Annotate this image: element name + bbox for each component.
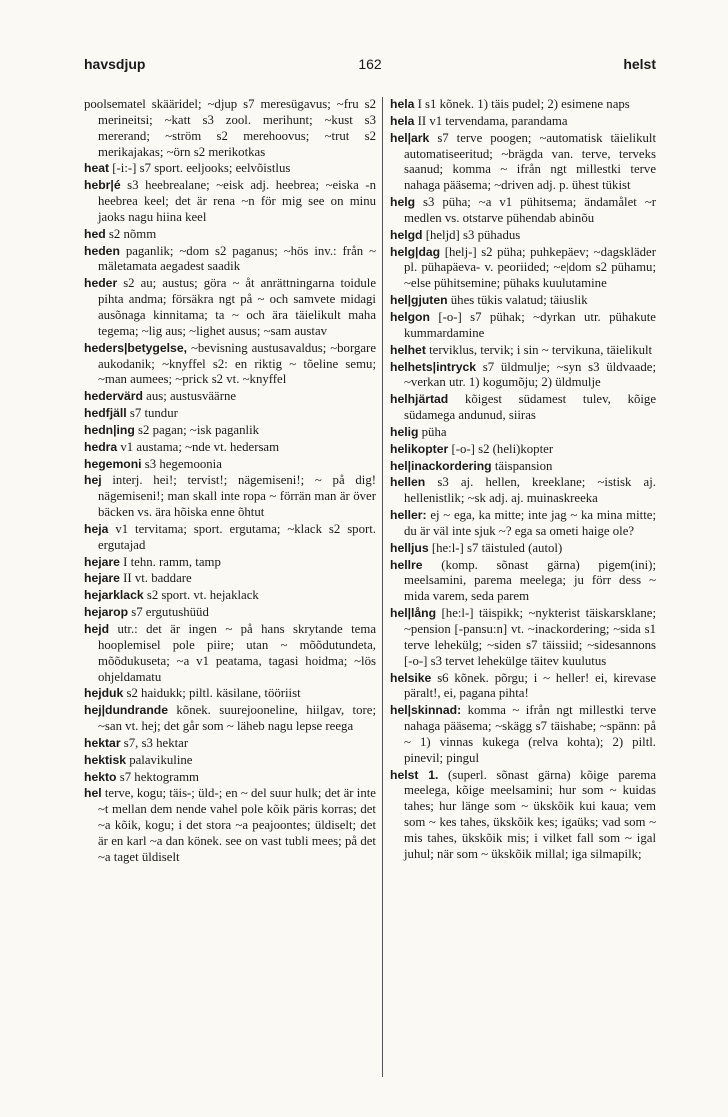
dictionary-entry	[390, 360, 656, 392]
headword: hejare	[84, 554, 120, 569]
dictionary-entry	[84, 244, 376, 276]
entry-definition: interj. hei!; tervist!; nägemiseni!; ~ på dig! nägemiseni!; man skall inte ropa ~ förrän man är över bäcken vs. ära hõiska enne õhtut	[98, 473, 376, 520]
headword: hej	[84, 473, 102, 488]
headword: hela	[390, 113, 415, 128]
entry-definition: v1 austama; ~nde vt. hedersam	[120, 439, 280, 454]
left-column	[84, 97, 376, 1097]
dictionary-entry	[84, 178, 376, 226]
dictionary-entry	[390, 703, 656, 766]
headword: hel|ark	[390, 130, 430, 145]
dictionary-entry	[84, 276, 376, 339]
dictionary-entry	[84, 97, 376, 160]
headword: hellre	[390, 557, 423, 572]
entry-definition: kõigest südamest tulev, kõige südamega andunud, siiras	[404, 392, 656, 423]
headword: helig	[390, 424, 419, 439]
headword: heder	[84, 276, 118, 291]
headword: helg|dag	[390, 244, 441, 259]
dictionary-entry	[84, 406, 376, 422]
dictionary-entry	[84, 473, 376, 521]
entry-definition: [-i:-] s7 sport. eeljooks; eelvõistlus	[112, 161, 291, 176]
entry-definition: [heljd] s3 pühadus	[425, 227, 521, 242]
dictionary-entry	[390, 606, 656, 669]
headword: helst 1.	[390, 767, 439, 782]
entry-definition: v1 tervitama; sport. ergutama; ~klack s2 sport. ergutajad	[98, 521, 376, 552]
dictionary-entry	[84, 686, 376, 702]
entry-definition: utr.: det är ingen ~ på hans skrytande tema hooplemisel pole piire; utan ~ mõõdutundeta, mõõdukuseta; ~a v1 peatama, tagasi hoidma; ~lös ohjeldamatu	[98, 622, 376, 684]
headword: hej|dundrande	[84, 703, 168, 718]
entry-definition: palavikuline	[129, 752, 193, 767]
dictionary-entry	[84, 389, 376, 405]
entry-definition: I tehn. ramm, tamp	[123, 554, 221, 569]
headword: hel|gjuten	[390, 293, 448, 308]
dictionary-entry	[84, 786, 376, 865]
headword: heat	[84, 161, 110, 176]
headword: hegemoni	[84, 456, 142, 471]
headword: hektisk	[84, 752, 127, 767]
headword: hejarklack	[84, 588, 144, 603]
headword: helljus	[390, 540, 429, 555]
page-header	[84, 56, 656, 78]
dictionary-entry	[84, 341, 376, 389]
headword: hel|skinnad:	[390, 703, 462, 718]
dictionary-entry	[390, 293, 656, 309]
entry-definition: (superl. sõnast gärna) kõige parema meelega, kõige meelsamini; hur som ~ kuidas tahes; hur länge som ~ ükskõik kui kaua; vem som ~ kes tahes, ükskõik kes; igaüks; vad som ~ mis tahes, ükskõik mis; i vilket fall som ~ igal juhul; när som ~ ükskõik millal; iga silmapilk;	[404, 767, 656, 861]
dictionary-entry	[390, 343, 656, 359]
dictionary-entry	[390, 392, 656, 424]
dictionary-entry	[84, 753, 376, 769]
headword: helgon	[390, 309, 430, 324]
dictionary-entry	[84, 161, 376, 177]
headword: helhets|intryck	[390, 359, 477, 374]
entry-definition: s2 pagan; ~isk paganlik	[138, 422, 260, 437]
left-guide-word: havsdjup	[84, 56, 146, 72]
entry-definition: I s1 kõnek. 1) täis pudel; 2) esimene naps	[417, 97, 630, 111]
right-column	[390, 97, 656, 1097]
column-divider	[382, 97, 383, 1077]
dictionary-entry	[390, 310, 656, 342]
dictionary-entry	[84, 571, 376, 587]
entry-definition: [he:l-] täispikk; ~nykterist täiskarsklane; ~pension [-pansu:n] vt. ~inackordering; ~sida s1 terve lehekülg; ~siden s7 täissiid; ~sidesannons [-o-] s3 tervet lehekülge täitev kuulutus	[404, 606, 656, 668]
headword: hedfjäll	[84, 406, 127, 421]
entry-definition: [he:l-] s7 täistuled (autol)	[431, 540, 563, 555]
entry-definition: ~bevisning austusavaldus; ~borgare aukodanik; ~knyffel s2: en riktig ~ tõeline semu; ~man aumees; ~prick s2 vt. ~knyffel	[98, 340, 376, 387]
headword: helsike	[390, 670, 432, 685]
dictionary-entry	[390, 558, 656, 606]
dictionary-entry	[390, 131, 656, 194]
headword: hedervärd	[84, 389, 143, 404]
dictionary-entry	[84, 703, 376, 735]
entry-definition: ej ~ ega, ka mitte; inte jag ~ ka mina mitte; du är väl inte sjuk ~? ega sa ometi haige ole?	[404, 508, 656, 538]
entry-definition: s6 kõnek. põrgu; i ~ heller! ei, kirevase päralt!, ei, pagana pihta!	[404, 670, 656, 701]
headword: helikopter	[390, 441, 449, 456]
entry-definition: terviklus, tervik; i sin ~ tervikuna, täielikult	[429, 342, 653, 357]
headword: helgd	[390, 227, 423, 242]
headword: hed	[84, 226, 106, 241]
dictionary-entry	[390, 442, 656, 458]
headword: hedn|ing	[84, 422, 135, 437]
entry-definition: s2 haidukk; piltl. käsilane, tööriist	[126, 686, 301, 701]
headword: heller:	[390, 508, 427, 523]
dictionary-entry	[84, 736, 376, 752]
dictionary-entry	[390, 508, 656, 540]
headword: hejduk	[84, 686, 124, 701]
dictionary-entry	[84, 423, 376, 439]
entry-definition: püha	[421, 424, 447, 439]
entry-definition: aus; austusväärne	[146, 389, 237, 404]
dictionary-entry	[84, 555, 376, 571]
headword: heja	[84, 521, 109, 536]
headword: hejd	[84, 622, 110, 636]
entry-definition: [-o-] s7 pühak; ~dyrkan utr. pühakute kummardamine	[404, 309, 656, 340]
dictionary-entry	[390, 97, 656, 113]
entry-definition: täispansion	[494, 458, 553, 473]
dictionary-entry	[84, 622, 376, 685]
entry-definition: [-o-] s2 (heli)kopter	[451, 441, 554, 456]
entry-definition: II v1 tervendama, parandama	[417, 113, 568, 128]
headword: helhet	[390, 342, 426, 357]
headword: hejare	[84, 571, 120, 586]
headword: heden	[84, 243, 120, 258]
entry-definition: komma ~ ifrån ngt millestki terve nahaga pääsema; ~skägg s7 täishabe; ~spänn: på ~ 1) vinnas kukega (relva kohta); 2) piltl. pinevil; pingul	[404, 703, 656, 765]
entry-definition: II vt. baddare	[123, 571, 192, 586]
dictionary-entry	[84, 227, 376, 243]
entry-definition: kõnek. suurejooneline, hiilgav, tore; ~san vt. hej; det går som ~ läheb nagu lepse reega	[98, 703, 376, 734]
entry-definition: s7 hektogramm	[119, 769, 199, 784]
entry-definition: poolsematel skääridel; ~djup s7 meresügavus; ~fru s2 merineitsi; ~katt s3 zool. merihunt; ~kust s3 mererand; ~ström s2 merehoovus; ~trut s2 merikajakas; ~örn s2 merikotkas	[84, 97, 376, 159]
dictionary-entry	[84, 440, 376, 456]
dictionary-entry	[84, 588, 376, 604]
dictionary-entry	[390, 475, 656, 507]
headword: hekto	[84, 769, 117, 784]
entry-definition: s7 üldmulje; ~syn s3 üldvaade; ~verkan utr. 1) kogumõju; 2) üldmulje	[404, 359, 656, 390]
entry-definition: s3 aj. hellen, kreeklane; ~istisk aj. hellenistlik; ~sk adj. aj. muinaskreeka	[404, 475, 656, 506]
dictionary-entry	[84, 457, 376, 473]
entry-definition: s7, s3 hektar	[123, 735, 189, 750]
entry-definition: ühes tükis valatud; täiuslik	[450, 293, 588, 308]
headword: hellen	[390, 475, 426, 490]
entry-definition: s3 heebrealane; ~eisk adj. heebrea; ~eiska -n heebrea keel; det är rena ~n för mig see on minu jaoks nagu hiina keel	[98, 178, 376, 224]
dictionary-entry	[390, 114, 656, 130]
dictionary-entry	[390, 228, 656, 244]
dictionary-entry	[390, 671, 656, 703]
dictionary-entry	[390, 459, 656, 475]
headword: hejarop	[84, 605, 129, 620]
headword: hektar	[84, 735, 121, 750]
entry-definition: [helj-] s2 püha; puhkepäev; ~dagskläder pl. pühapäeva- v. peoriided; ~e|dom s2 pühamu; ~else pühitsemine; pühaks kuulutamine	[404, 244, 656, 291]
dictionary-entry	[84, 522, 376, 554]
dictionary-entry	[84, 770, 376, 786]
headword: hebr|é	[84, 178, 121, 193]
entry-definition: (komp. sõnast gärna) pigem(ini); meelsamini, parema meelega; ju förr dess ~ mida varem, seda parem	[404, 557, 656, 604]
dictionary-entry	[84, 605, 376, 621]
headword: heders|betygelse,	[84, 340, 187, 355]
headword: hel|inackordering	[390, 458, 492, 473]
entry-definition: s7 ergutushüüd	[131, 605, 209, 620]
dictionary-entry	[390, 195, 656, 227]
headword: helhjärtad	[390, 392, 449, 407]
headword: hel|lång	[390, 606, 437, 621]
entry-definition: paganlik; ~dom s2 paganus; ~hös inv.: från ~ mäletamata aegadest saadik	[98, 243, 376, 274]
dictionary-entry	[390, 768, 656, 863]
entry-definition: terve, kogu; täis-; üld-; en ~ del suur hulk; det är inte ~t mellan dem nende vahel pole kõik päris korras; det ~a kõik, kogu; i det stora ~a peajoontes; üldiselt; det är en karl ~a dan könek. see on vast tubli mees; på det ~a taget üldiselt	[98, 786, 376, 864]
entry-definition: s3 püha; ~a v1 pühitsema; ändamålet ~r medlen vs. otstarve pühendab abinõu	[404, 195, 656, 225]
headword: helg	[390, 195, 416, 210]
entry-definition: s3 hegemoonia	[144, 456, 222, 471]
dictionary-entry	[390, 425, 656, 441]
right-guide-word: helst	[623, 56, 656, 72]
page-number: 162	[358, 56, 382, 72]
entry-definition: s2 au; austus; göra ~ åt anrättningarna toidule pihta andma; försäkra ngt på ~ och samvete midagi ausõnaga kinnitama; ta ~ och ära täielikult maha tegema; ~lig aus; ~lighet ausus; ~sam austav	[98, 276, 376, 338]
headword: hel	[84, 786, 102, 801]
entry-definition: s2 nõmm	[108, 226, 157, 241]
entry-definition: s2 sport. vt. hejaklack	[146, 588, 259, 603]
entry-definition: s7 tundur	[129, 406, 178, 421]
headword: hedra	[84, 439, 118, 454]
dictionary-entry	[390, 541, 656, 557]
headword: hela	[390, 97, 415, 111]
entry-definition: s7 terve poogen; ~automatisk täielikult automatiseeritud; ~brägda van. terve, terveks saanud; komma ~ ifrån ngt millestki terve nahaga pääsema; ~driven adj. p. ühest tükist	[404, 130, 656, 193]
dictionary-entry	[390, 245, 656, 293]
